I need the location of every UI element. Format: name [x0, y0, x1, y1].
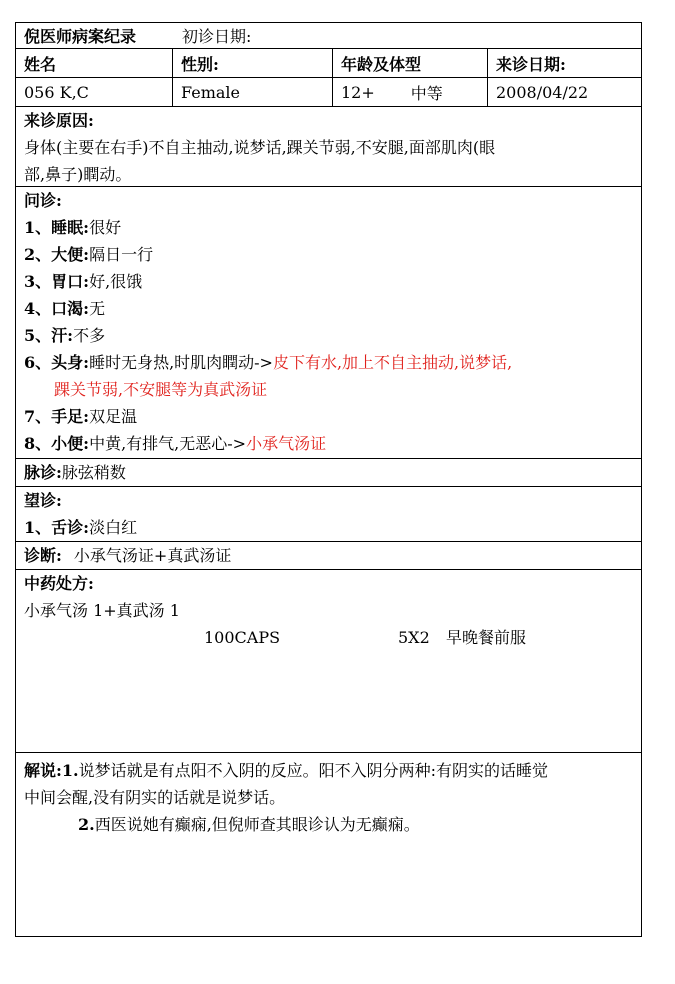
- record-title: 倪医师病案纪录: [24, 27, 137, 46]
- age-value: 12+: [341, 82, 375, 102]
- pulse-section: [16, 459, 641, 487]
- prescription-timing: 早晚餐前服: [446, 628, 527, 647]
- gender-label: 性别:: [173, 49, 333, 77]
- inquiry-section: [16, 187, 641, 459]
- inquiry-item: 8、小便:中黄,有排气,无恶心->小承气汤证: [24, 434, 327, 453]
- prescription-caps: 100CAPS: [204, 628, 281, 647]
- inquiry-item: 4、口渴:无: [24, 299, 106, 318]
- inquiry-item: 3、胃口:好,很饿: [24, 272, 143, 291]
- prescription-dose: 5X2: [398, 628, 430, 647]
- name-value: 056 K,C: [16, 78, 173, 106]
- diagnosis-text: 小承气汤证+真武汤证: [73, 546, 232, 565]
- visit-date-value: 2008/04/22: [496, 82, 589, 102]
- diagnosis-label: 诊断:: [24, 546, 62, 565]
- gender-value: Female: [173, 78, 333, 106]
- reason-section: [16, 107, 641, 187]
- build-value: 中等: [410, 83, 443, 103]
- prescription-formula: 小承气汤 1+真武汤 1: [24, 601, 180, 620]
- inquiry-item: 5、汗:不多: [24, 326, 106, 345]
- name-label: 姓名: [16, 49, 173, 77]
- age-label: 年龄及体型: [333, 49, 488, 77]
- explanation-section: 解说:1.说梦话就是有点阳不入阴的反应。阳不入阴分两种:有阴实的话睡觉 中间会醒,没有阴实的话就是说梦话。 2.西医说她有癫痫,但倪师查其眼诊认为无癫痫。: [16, 753, 641, 936]
- header-row: [16, 23, 641, 49]
- inspection-section: [16, 487, 641, 542]
- prescription-label: 中药处方:: [24, 574, 94, 593]
- reason-label: 来诊原因:: [24, 111, 94, 130]
- inquiry-note-red: 小承气汤证: [246, 434, 327, 453]
- pulse-label: 脉诊:: [24, 463, 62, 482]
- reason-line-1: 身体(主要在右手)不自主抽动,说梦话,踝关节弱,不安腿,面部肌肉(眼: [24, 138, 496, 157]
- explanation-label: 解说:: [24, 761, 62, 780]
- tongue-diagnosis: 1、舌诊:淡白红: [24, 518, 138, 537]
- inquiry-note-red: 皮下有水,加上不自主抽动,说梦话,: [272, 353, 513, 372]
- pulse-text: 脉弦稍数: [61, 463, 126, 482]
- inquiry-note-red-continued: 踝关节弱,不安腿等为真武汤证: [54, 380, 268, 399]
- inspection-label: 望诊:: [24, 491, 62, 510]
- info-label-row: [16, 49, 641, 78]
- explanation-p2: 西医说她有癫痫,但倪师查其眼诊认为无癫痫。: [94, 815, 420, 834]
- diagnosis-section: [16, 542, 641, 570]
- case-record-form: [15, 22, 642, 937]
- reason-line-2: 部,鼻子)瞤动。: [24, 165, 132, 184]
- inquiry-item: 2、大便:隔日一行: [24, 245, 154, 264]
- inquiry-label: 问诊:: [24, 191, 62, 210]
- prescription-section: [16, 570, 641, 753]
- explanation-p1-line2: 中间会醒,没有阴实的话就是说梦话。: [24, 788, 286, 807]
- explanation-p1-line1: 说梦话就是有点阳不入阴的反应。阳不入阴分两种:有阴实的话睡觉: [78, 761, 549, 780]
- inquiry-item: 6、头身:睡时无身热,时肌肉瞤动->皮下有水,加上不自主抽动,说梦话,: [24, 353, 513, 372]
- inquiry-item: 1、睡眠:很好: [24, 218, 122, 237]
- inquiry-item: 7、手足:双足温: [24, 407, 138, 426]
- first-visit-label: 初诊日期:: [182, 27, 252, 46]
- visit-date-label: 来诊日期:: [496, 54, 566, 74]
- info-value-row: [16, 78, 641, 107]
